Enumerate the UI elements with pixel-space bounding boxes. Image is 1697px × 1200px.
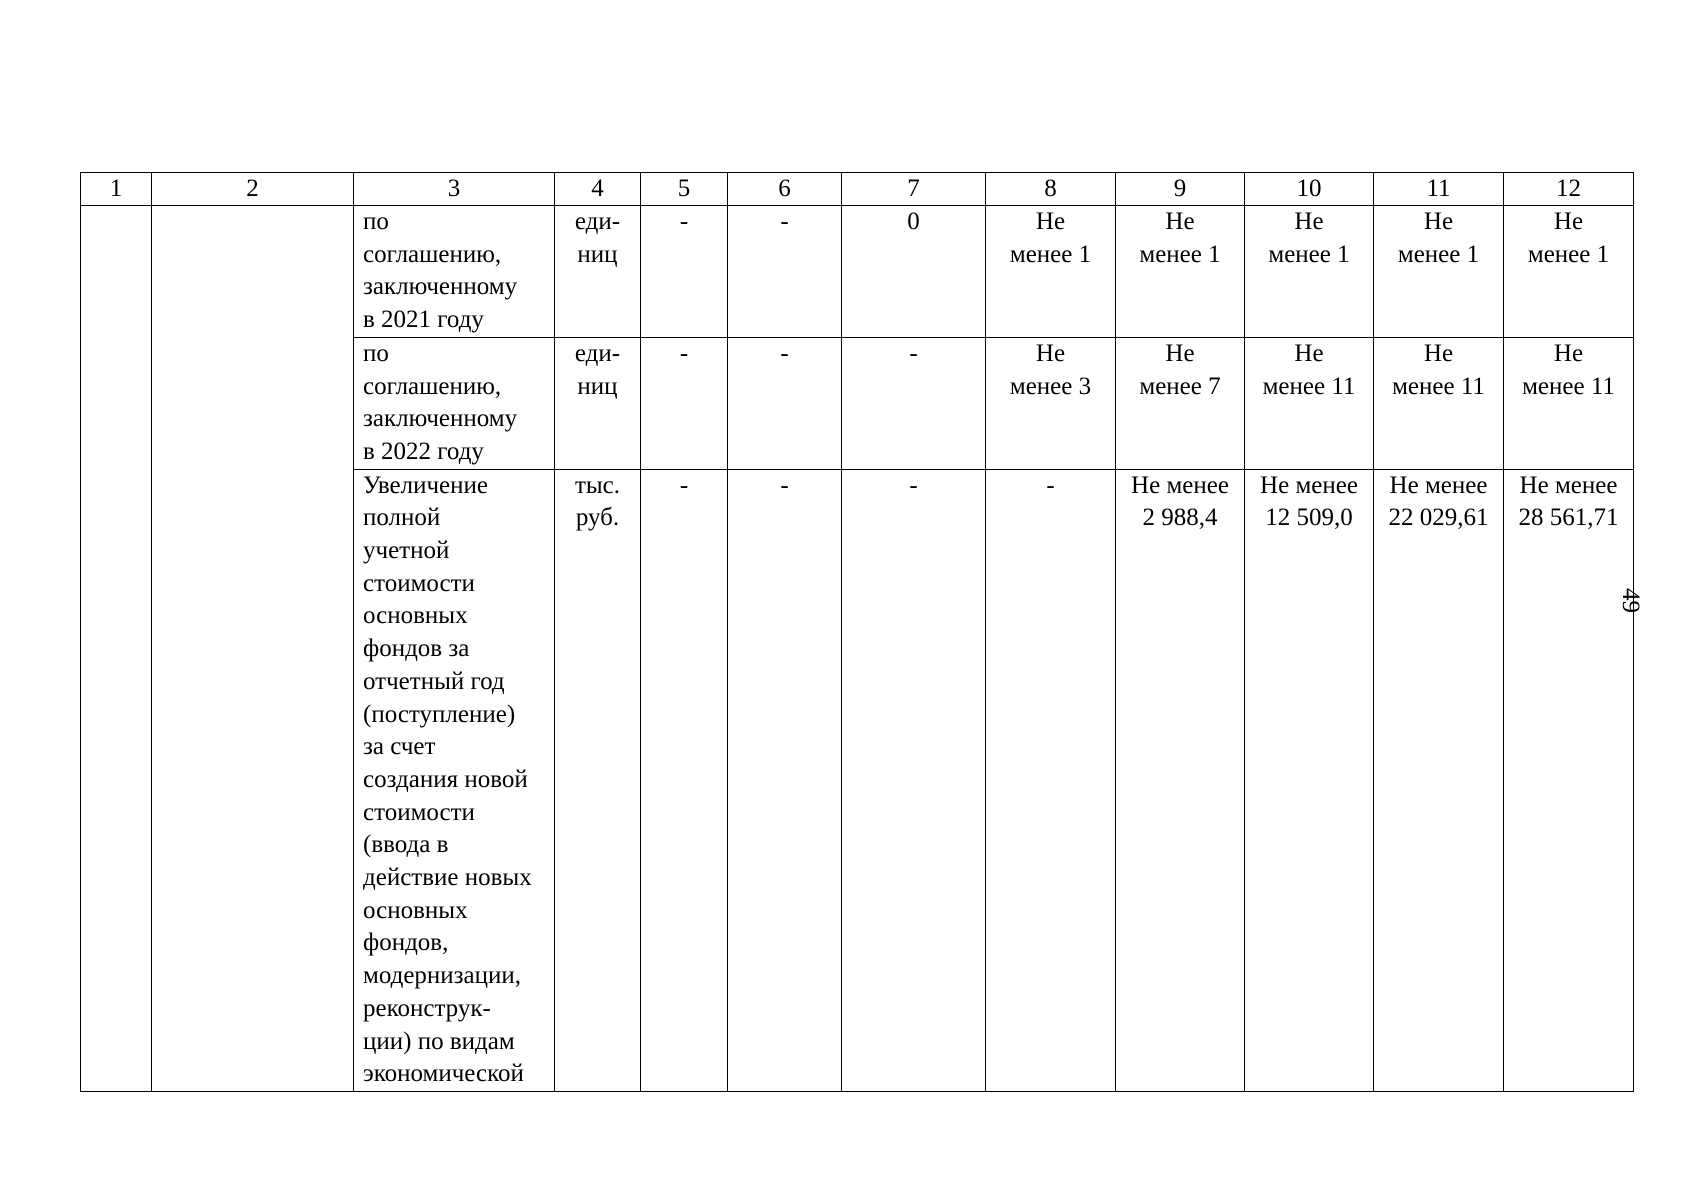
column-number-row: [81, 173, 1634, 206]
value-cell-5: -: [641, 206, 728, 338]
value-cell-6: -: [728, 469, 842, 1091]
value-cell-10: Не менее 12 509,0: [1245, 469, 1374, 1091]
column-number-1: 1: [81, 173, 152, 206]
value-cell-10: Не менее 1: [1245, 206, 1374, 338]
column-number-10: 10: [1245, 173, 1374, 206]
indicator-table: [80, 172, 1634, 1092]
cell-col1: [81, 206, 152, 1092]
value-cell-11: Не менее 1: [1374, 206, 1504, 338]
column-number-6: 6: [728, 173, 842, 206]
value-cell-9: Не менее 2 988,4: [1116, 469, 1245, 1091]
value-cell-11: Не менее 22 029,61: [1374, 469, 1504, 1091]
value-cell-5: -: [641, 337, 728, 469]
value-cell-10: Не менее 11: [1245, 337, 1374, 469]
value-cell-5: -: [641, 469, 728, 1091]
value-cell-7: 0: [842, 206, 986, 338]
column-number-7: 7: [842, 173, 986, 206]
column-number-2: 2: [152, 173, 354, 206]
indicator-cell: по соглашению, заключенному в 2021 году: [354, 206, 555, 338]
page-number: 49: [1617, 588, 1644, 613]
unit-cell: еди- ниц: [555, 206, 641, 338]
value-cell-6: -: [728, 206, 842, 338]
value-cell-7: -: [842, 469, 986, 1091]
column-number-5: 5: [641, 173, 728, 206]
column-number-4: 4: [555, 173, 641, 206]
value-cell-6: -: [728, 337, 842, 469]
column-number-12: 12: [1504, 173, 1634, 206]
unit-cell: тыс. руб.: [555, 469, 641, 1091]
value-cell-8: -: [986, 469, 1116, 1091]
indicator-cell: Увеличение полной учетной стоимости основных фондов за отчетный год (поступление) за счет создания новой стоимости (ввода в действие новых основных фондов, модернизации, реконструк- ции) по видам экономической: [354, 469, 555, 1091]
value-cell-8: Не менее 1: [986, 206, 1116, 338]
column-number-3: 3: [354, 173, 555, 206]
value-cell-12: Не менее 11: [1504, 337, 1634, 469]
value-cell-9: Не менее 7: [1116, 337, 1245, 469]
unit-cell: еди- ниц: [555, 337, 641, 469]
column-number-8: 8: [986, 173, 1116, 206]
value-cell-12: Не менее 28 561,71: [1504, 469, 1634, 1091]
column-number-11: 11: [1374, 173, 1504, 206]
value-cell-11: Не менее 11: [1374, 337, 1504, 469]
table-row: [81, 206, 1634, 338]
value-cell-7: -: [842, 337, 986, 469]
value-cell-12: Не менее 1: [1504, 206, 1634, 338]
value-cell-9: Не менее 1: [1116, 206, 1245, 338]
cell-col2: [152, 206, 354, 1092]
value-cell-8: Не менее 3: [986, 337, 1116, 469]
indicator-cell: по соглашению, заключенному в 2022 году: [354, 337, 555, 469]
column-number-9: 9: [1116, 173, 1245, 206]
